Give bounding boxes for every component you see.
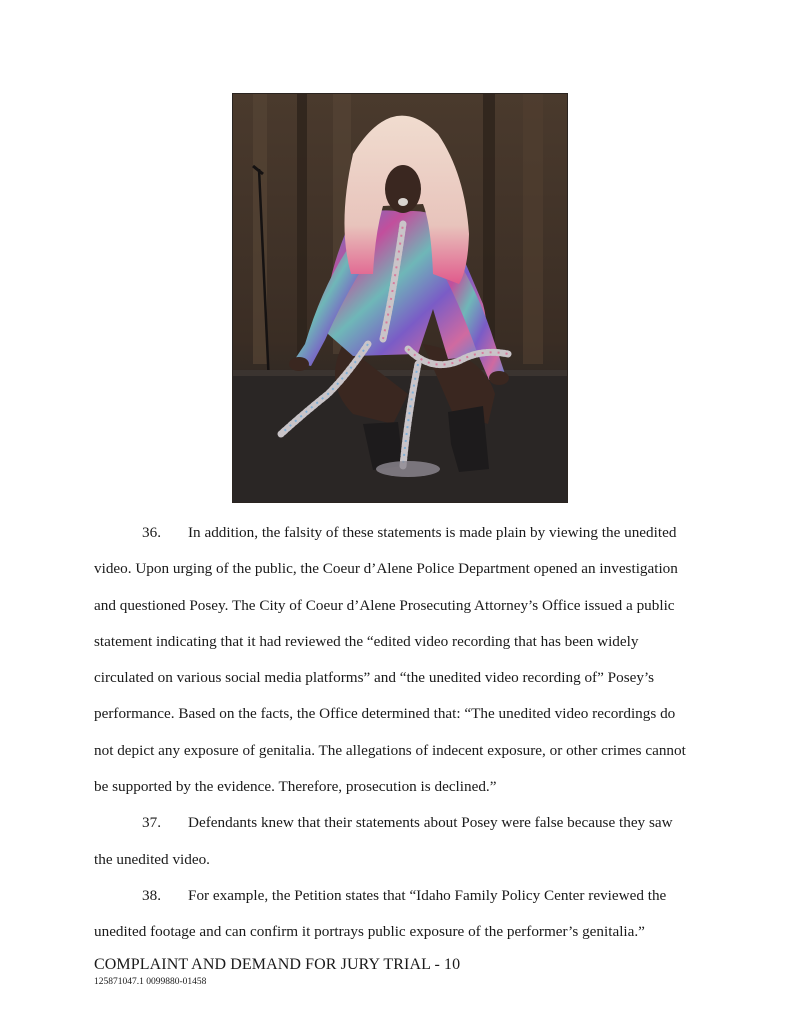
paragraph-number: 37. bbox=[142, 814, 161, 832]
paragraph-number: 38. bbox=[142, 886, 161, 904]
paragraph-36 bbox=[94, 515, 710, 805]
paragraph-line: not depict any exposure of genitalia. The allegations of indecent exposure, or other crimes cannot bbox=[94, 741, 686, 759]
paragraph-line: circulated on various social media platforms” and “the unedited video recording of” Posey’s bbox=[94, 669, 655, 687]
paragraph-line: statement indicating that it had reviewed the “edited video recording that has been widely bbox=[94, 632, 639, 650]
paragraph-line: unedited footage and can confirm it portrays public exposure of the performer’s genitalia.” bbox=[94, 923, 645, 941]
paragraph-line: the unedited video. bbox=[94, 850, 210, 868]
footer-document-id: 125871047.1 0099880-01458 bbox=[94, 977, 207, 987]
paragraph-line: and questioned Posey. The City of Coeur d’Alene Prosecuting Attorney’s Office issued a public bbox=[94, 596, 675, 614]
paragraph-38 bbox=[94, 878, 710, 951]
paragraph-line: Defendants knew that their statements about Posey were false because they saw bbox=[188, 814, 673, 832]
paragraph-line: For example, the Petition states that “Idaho Family Policy Center reviewed the bbox=[188, 886, 667, 904]
paragraph-line: be supported by the evidence. Therefore, prosecution is declined.” bbox=[94, 778, 497, 796]
paragraph-line: In addition, the falsity of these statements is made plain by viewing the unedited bbox=[188, 524, 677, 541]
paragraph-37 bbox=[94, 805, 710, 878]
performer-photo bbox=[232, 93, 568, 503]
paragraph-number: 36. bbox=[142, 524, 161, 541]
complaint-body-text bbox=[94, 515, 710, 951]
footer-title: COMPLAINT AND DEMAND FOR JURY TRIAL - 10 bbox=[94, 956, 461, 973]
paragraph-line: performance. Based on the facts, the Office determined that: “The unedited video recordings do bbox=[94, 705, 676, 723]
paragraph-line: video. Upon urging of the public, the Coeur d’Alene Police Department opened an investigation bbox=[94, 560, 678, 578]
